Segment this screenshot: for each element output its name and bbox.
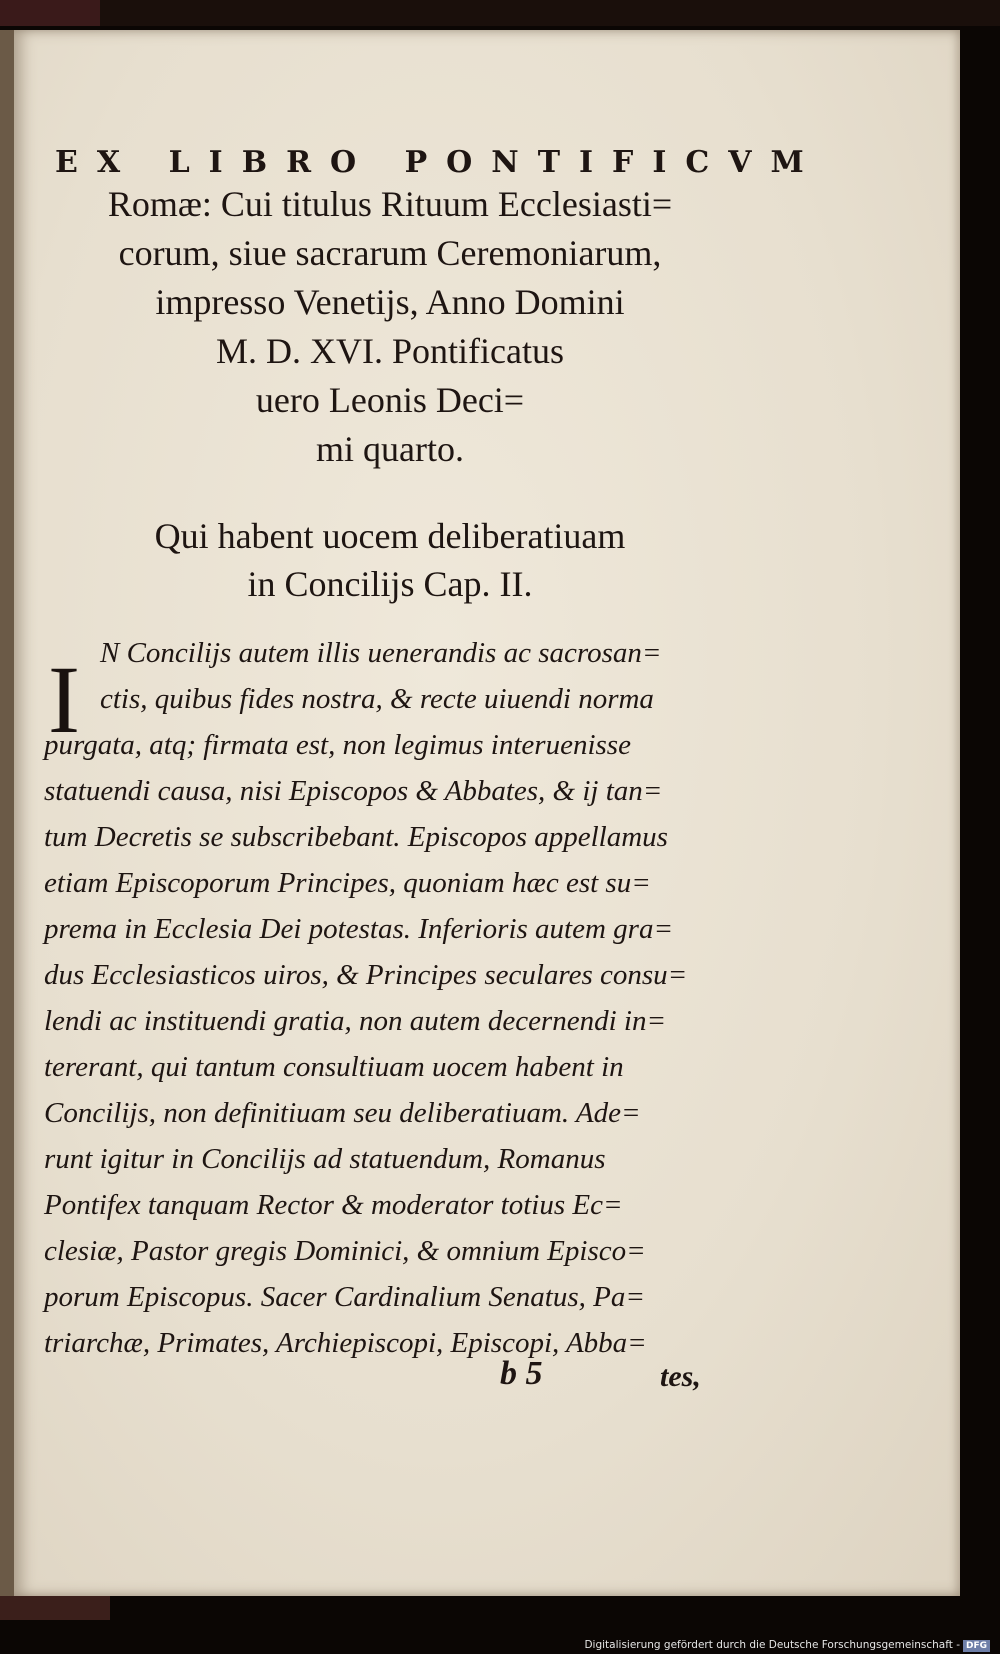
- dfg-logo: DFG: [963, 1640, 990, 1652]
- body-line: clesiæ, Pastor gregis Dominici, & omnium Episco=: [44, 1235, 646, 1267]
- body-line: runt igitur in Concilijs ad statuendum, Romanus: [44, 1143, 606, 1175]
- body-line: tererant, qui tantum consultiuam uocem habent in: [44, 1051, 624, 1083]
- title-line: corum, siue sacrarum Ceremoniarum,: [118, 233, 662, 273]
- drop-cap: I: [48, 646, 80, 753]
- body-line: N Concilijs autem illis uenerandis ac sacrosan=: [100, 637, 662, 669]
- chapter-heading-line: Qui habent uocem deliberatiuam: [154, 516, 626, 556]
- title-line: uero Leonis Deci=: [255, 380, 525, 420]
- body-line: dus Ecclesiasticos uiros, & Principes seculares consu=: [44, 959, 688, 991]
- body-line: tum Decretis se subscribebant. Episcopos appellamus: [44, 821, 668, 853]
- signature-mark: b 5: [500, 1355, 543, 1392]
- running-head: EX LIBRO PONTIFICVM: [55, 145, 823, 180]
- body-line: etiam Episcoporum Principes, quoniam hæc est su=: [44, 867, 651, 899]
- body-line: purgata, atq; firmata est, non legimus interuenisse: [44, 729, 631, 761]
- credit-text: Digitalisierung gefördert durch die Deutsche Forschungsgemeinschaft -: [584, 1639, 960, 1651]
- body-line: porum Episcopus. Sacer Cardinalium Senatus, Pa=: [44, 1281, 645, 1313]
- title-line: mi quarto.: [316, 429, 464, 469]
- title-line: Romæ: Cui titulus Rituum Ecclesiasti=: [107, 184, 673, 224]
- body-line: prema in Ecclesia Dei potestas. Inferioris autem gra=: [44, 913, 674, 945]
- body-line: Concilijs, non definitiuam seu deliberatiuam. Ade=: [44, 1097, 641, 1129]
- title-line: impresso Venetijs, Anno Domini: [155, 282, 625, 322]
- title-line: M. D. XVI. Pontificatus: [216, 331, 564, 371]
- scan-bottom-edge: [0, 1596, 1000, 1636]
- scan-top-edge: [0, 0, 1000, 26]
- body-line: Pontifex tanquam Rector & moderator totius Ec=: [44, 1189, 623, 1221]
- body-line: triarchæ, Primates, Archiepiscopi, Episcopi, Abba=: [44, 1327, 647, 1359]
- scan-corner-mark: [0, 0, 100, 26]
- chapter-heading-line: in Concilijs Cap. II.: [247, 564, 533, 604]
- catchword: tes,: [660, 1360, 701, 1393]
- body-line: lendi ac instituendi gratia, non autem decernendi in=: [44, 1005, 667, 1037]
- body-line: statuendi causa, nisi Episcopos & Abbates, & ij tan=: [44, 775, 663, 807]
- scan-bottom-band: [0, 1596, 110, 1620]
- body-line: ctis, quibus fides nostra, & recte uiuendi norma: [100, 683, 654, 715]
- digitization-credit: [584, 1638, 990, 1652]
